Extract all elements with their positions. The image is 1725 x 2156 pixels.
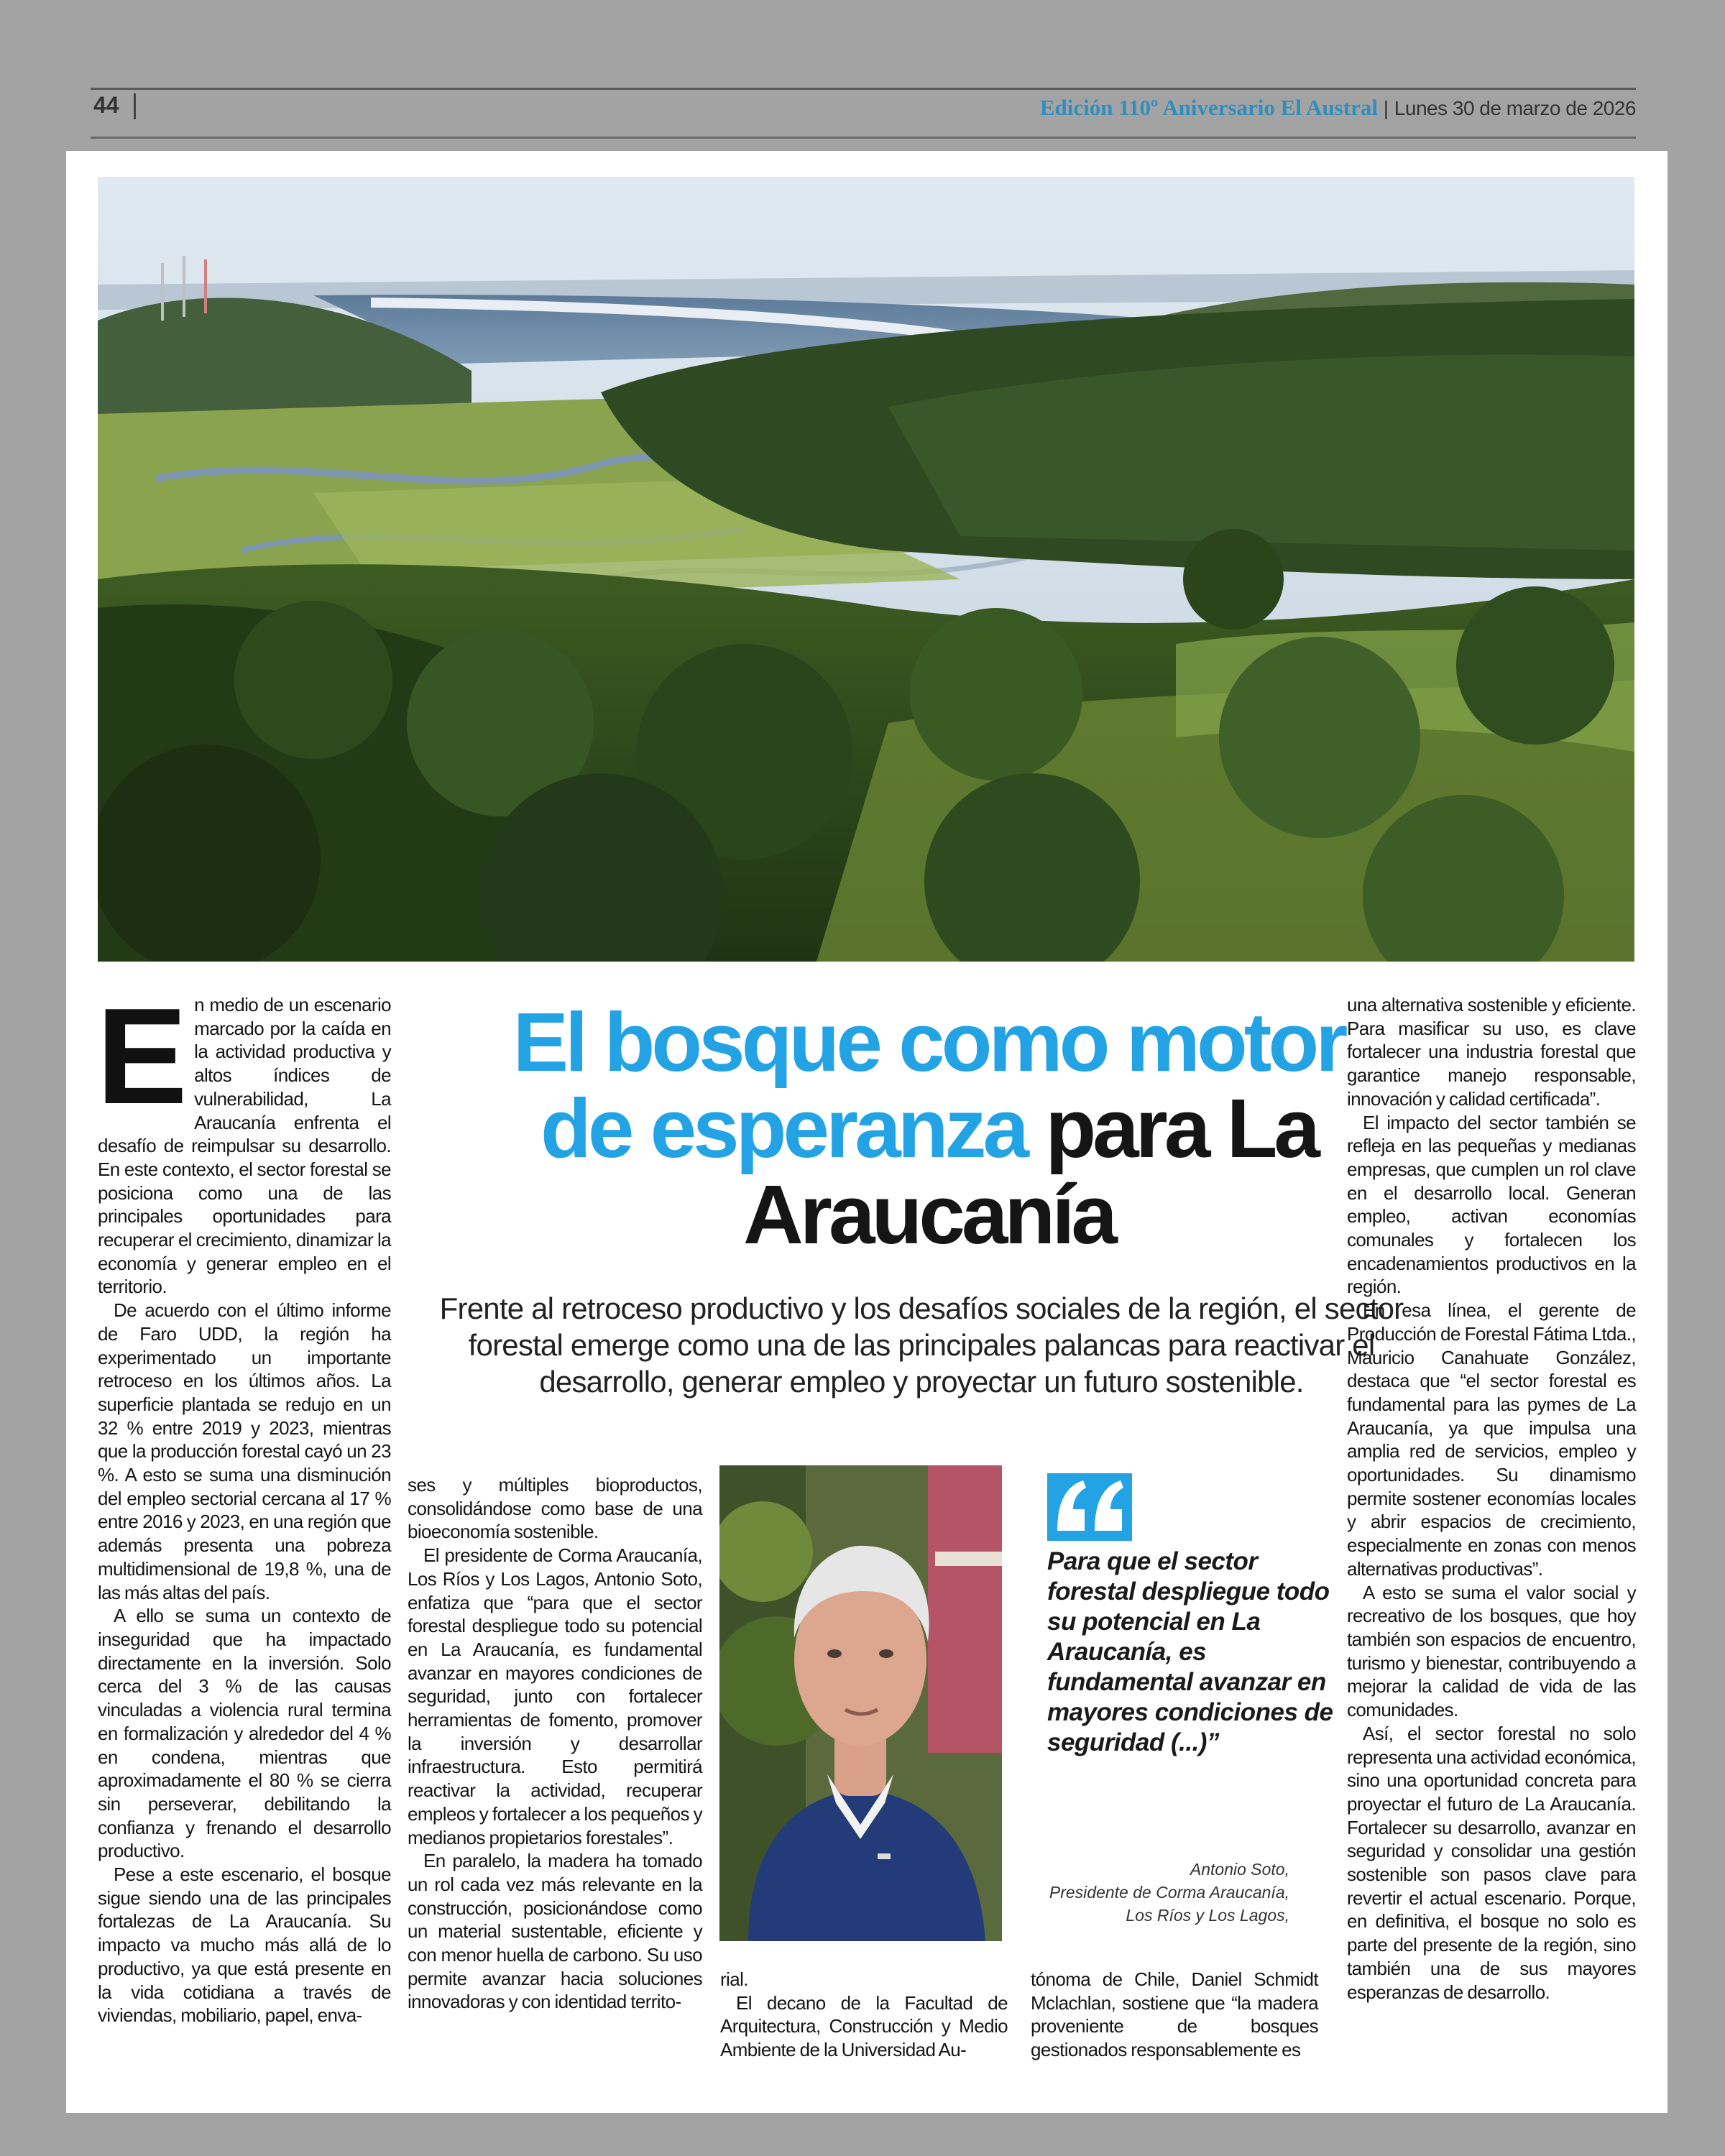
paragraph: una alternativa sostenible y eficiente. Para masificar su uso, es clave fortalecer una industria forestal que garantice manejo responsable, innovación y calidad certificada”. [1347, 994, 1636, 1110]
quote-author-role: Presidente de Corma Araucanía, Los Ríos y Los Lagos, [1049, 1883, 1289, 1925]
header-rule-bottom [91, 137, 1636, 139]
landscape-photo [98, 177, 1634, 962]
paragraph: Pese a este escenario, el bosque sigue siendo una de las principales fortalezas de La Araucanía. Su impacto va mucho más allá de lo productivo, ya que está presente en la vida cotidiana a través de viviendas, mobiliario, papel, enva- [98, 1864, 391, 2027]
article-column-3 [720, 1968, 1008, 2062]
quote-author: Antonio Soto, [1190, 1860, 1289, 1879]
quote-mark-icon [1047, 1473, 1132, 1541]
paragraph: A ello se suma un contexto de inseguridad que ha impactado directamente en la inversión. Solo cerca del 3 % de las causas vinculadas a violencia rural termina en formalización y alrededor del 4 % en condena, mientras que aproximadamente el 80 % se cierra sin perseverar, debilitando la confianza y frenando el desarrollo productivo. [98, 1605, 391, 1862]
edition-date: Lunes 30 de marzo de 2026 [1394, 97, 1636, 119]
portrait-illustration [719, 1465, 1002, 1941]
header-divider [134, 93, 136, 119]
edition-header [1040, 95, 1636, 121]
landscape-illustration [98, 177, 1634, 962]
paragraph: De acuerdo con el último informe de Faro UDD, la región ha experimentado un importante retroceso en los últimos años. La superficie plantada se redujo en un 32 % entre 2019 y 2023, mientras que la producción forestal cayó un 23 %. A esto se suma una disminución del empleo sectorial cercana al 17 % entre 2016 y 2023, en una región que además presenta una pobreza multidimensional de 19,8 %, una de las más altas del país. [98, 1299, 391, 1603]
article-column-1 [96, 980, 391, 2027]
article-column-2 [408, 1473, 702, 2014]
paragraph: ses y múltiples bioproductos, consolidándose como base de una bioeconomía sostenible. [408, 1474, 702, 1543]
header-rule-top [91, 88, 1636, 90]
article-subtitle: Frente al retroceso productivo y los desafíos sociales de la región, el sector forestal emerge como una de las principales palancas para reactivar el desarrollo, generar empleo y proyectar un futuro sostenible. [439, 1291, 1404, 1399]
paragraph: El presidente de Corma Araucanía, Los Ríos y Los Lagos, Antonio Soto, enfatiza que “para que el sector forestal despliegue todo su potencial en La Araucanía, es fundamental avanzar en mayores condiciones de seguridad, junto con fortalecer herramientas de fomento, promover la inversión y desarrollar infraestructura. Esto permitirá reactivar la actividad, recuperar empleos y fortalecer a los pequeños y medianos propietarios forestales”. [408, 1544, 702, 1848]
paragraph: n medio de un escenario marcado por la caída en la actividad productiva y altos índices de vulnerabilidad, La Araucanía enfrenta el desafío de reimpulsar su desarrollo. En este contexto, el sector forestal se posiciona como una de las principales oportunidades para recuperar el crecimiento, dinamizar la economía y generar empleo en el territorio. [98, 994, 391, 1298]
edition-name: Edición 110º Aniversario El Austral [1039, 95, 1378, 120]
paragraph: El impacto del sector también se refleja en las pequeñas y medianas empresas, que cumplen un rol clave en el desarrollo local. Generan empleo, activan economías comunales y fortalecen los encadenamientos productivos en la región. [1347, 1111, 1636, 1298]
page-sheet [66, 151, 1668, 2113]
article-title [469, 995, 1389, 1261]
paragraph: Así, el sector forestal no solo representa una actividad económica, sino una oportunidad concreta para proyectar el futuro de La Araucanía. Fortalecer su desarrollo, avanzar en seguridad y consolidar una gestión sostenible son pasos clave para revertir el actual escenario. Porque, en definitiva, el bosque no solo es parte del presente de la región, sino también una de sus mayores esperanzas de desarrollo. [1347, 1722, 1636, 2003]
page-number: 44 [93, 92, 119, 118]
paragraph: El decano de la Facultad de Arquitectura, Construcción y Medio Ambiente de la Universidad Au- [720, 1991, 1008, 2061]
paragraph: tónoma de Chile, Daniel Schmidt Mclachlan, sostiene que “la madera proveniente de bosques gestionados responsablemente es [1031, 1968, 1318, 2061]
paragraph: rial. [720, 1968, 748, 1990]
quote-attribution [1044, 1858, 1289, 1927]
portrait-photo [719, 1465, 1002, 1941]
drop-cap: E [96, 980, 188, 1133]
header-separator: | [1383, 97, 1394, 119]
article-title-rest: para La Araucanía [743, 1082, 1317, 1261]
paragraph: En paralelo, la madera ha tomado un rol cada vez más relevante en la construcción, posicionándose como un material sustentable, eficiente y con menor huella de carbono. Su uso permite avanzar hacia soluciones innovadoras y con identidad territo- [408, 1850, 702, 2013]
paragraph: A esto se suma el valor social y recreativo de los bosques, que hoy también son espacios de encuentro, turismo y bienestar, contribuyendo a mejorar la calidad de vida de las comunidades. [1347, 1581, 1636, 1721]
article-column-4 [1031, 1968, 1318, 2062]
paragraph: En esa línea, el gerente de Producción de Forestal Fátima Ltda., Mauricio Canahuate González, destaca que “el sector forestal es fundamental para las pymes de La Araucanía, ya que impulsa una amplia red de servicios, empleo y oportunidades. Su dinamismo permite sostener economías locales y abrir espacios de crecimiento, especialmente en zonas con menos alternativas productivas”. [1347, 1299, 1636, 1580]
article-column-5 [1347, 993, 1636, 2004]
pull-quote: Para que el sector forestal despliegue todo su potencial en La Araucanía, es fundamental avanzar en mayores condiciones de seguridad (...)” [1047, 1547, 1333, 1756]
article-title-highlight: El bosque como motor de esperanza [512, 995, 1345, 1175]
